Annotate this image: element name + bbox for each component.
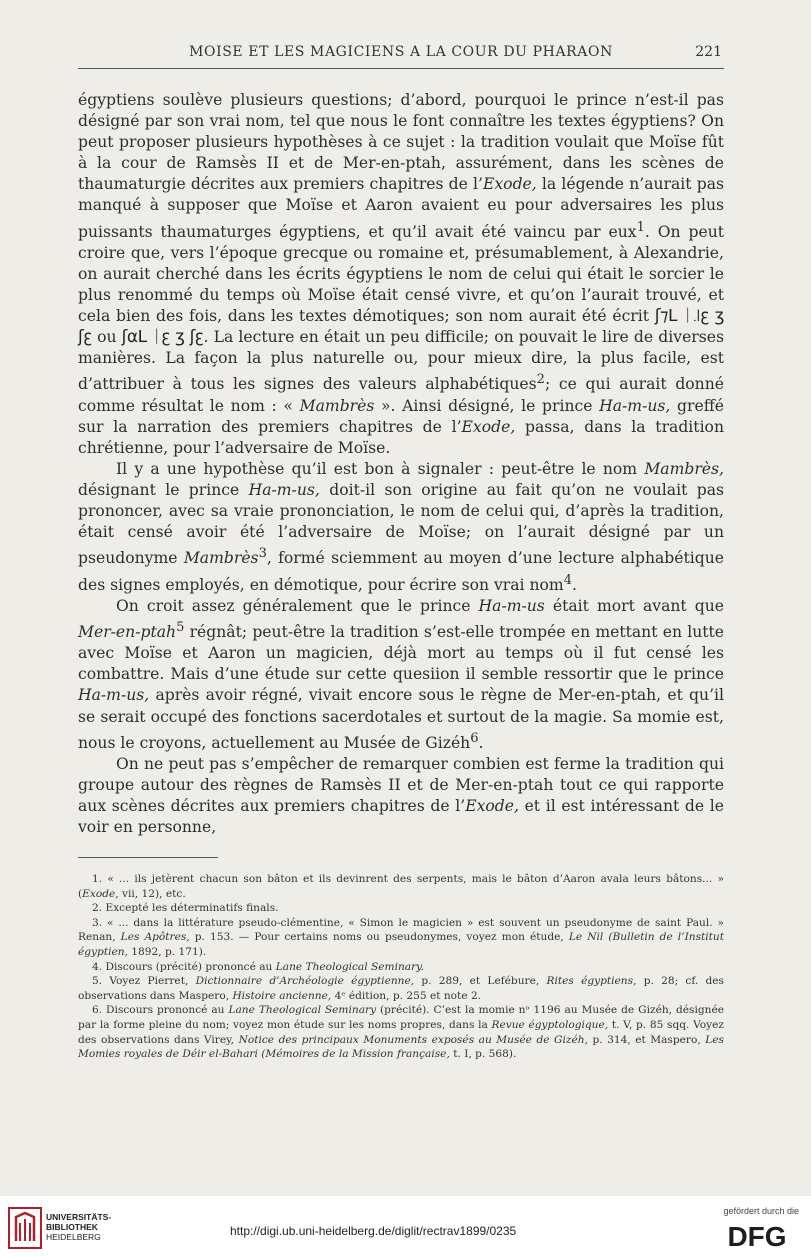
- university-library-logo-icon[interactable]: [8, 1207, 42, 1249]
- dfg-logo[interactable]: [715, 1220, 799, 1250]
- footnote-ref-2[interactable]: 2: [536, 372, 545, 388]
- footnotes: [78, 872, 724, 1062]
- library-name[interactable]: UNIVERSITÄTS- BIBLIOTHEK HEIDELBERG: [46, 1212, 112, 1242]
- dfg-logo-text: DFG: [727, 1221, 787, 1250]
- paragraph-4: On ne peut pas s’empêcher de remarquer combien est ferme la tradition qui groupe autour des règnes de Ramsès II et de Mer-en-ptah tout ce qui rapporte aux scènes décrites aux premiers chapitres de l’Exode, et il est intéressant de le voir en personne,: [78, 754, 725, 837]
- demotic-name-1: ʃ⁊ᒪ ᛁ꜌ꜫ ʒ ʃꜫ: [78, 306, 724, 348]
- paragraph-2: Il y a une hypothèse qu’il est bon à signaler : peut-être le nom Mambrès, désignant le prince Ha-m-us, doit-il son origine au fait qu’on ne voulait pas prononcer, avec sa vraie prononciation, le nom de celui qui, d’après la tradition, était censé avoir été l’adversaire de Moïse; on l’aurait désigné par un pseudonyme Mambrès$^3$, formé sciemment au moyen d’une lecture alphabétique des signes employés, en démotique, pour écrire son vrai nom$^4$.: [78, 459, 724, 594]
- footnote-ref-1[interactable]: 1: [636, 219, 645, 235]
- source-url-link[interactable]: http://digi.ub.uni-heidelberg.de/diglit/rectrav1899/0235: [230, 1224, 517, 1238]
- footnote-4: 4. Discours (précité) prononcé au Lane Theological Seminary.: [92, 960, 425, 973]
- page-number: 221: [695, 44, 722, 60]
- header-rule: [78, 68, 724, 69]
- footnote-1: 1. « ... ils jetèrent chacun son bâton et ils devinrent des serpents, mais le bâton d’Aaron avala leurs bâtons... » (Exode, vii, 12), etc.: [78, 873, 724, 900]
- footnote-ref-5[interactable]: 5: [176, 620, 185, 635]
- paragraph-1: égyptiens soulève plusieurs questions; d’abord, pourquoi le prince n’est-il pas désigné par son vrai nom, tel que nous le font connaître les textes égyptiens? On peut proposer plusieurs hypothèses à ce sujet : la tradition voulait que Moïse fût à la cour de Ramsès II et de Mer-en-ptah, assurément, dans les scènes de thaumaturgie décrites aux premiers chapitres de l’Exode, la légende n’aurait pas manqué à supposer que Moïse et Aaron avaient eu pour adversaires les plus puissants thaumaturges égyptiens, et qu’il avait été vaincu par eux$^1$. On peut croire que, vers l’époque grecque ou romaine et, présumablement, à Alexandrie, on aurait cherché dans les écrits égyptiens le nom de celui qui était le sorcier le plus renommé du temps où Moïse était censé vivre, et qu’on l’aurait trouvé, et cela bien des fois, dans les textes démotiques; son nom aurait été écrit ʃ⁊ᒪ ᛁ꜌ꜫ ʒ ʃꜫ ou ʃ⍺ᒪ ᛁꜫ ʒ ʃꜫ. La lecture en était un peu difficile; on pouvait le lire de diverses manières. La façon la plus naturelle ou, pour mieux dire, la plus facile, est d’attribuer à tous les signes des valeurs alphabétiques$^2$; ce qui aurait donné comme résultat le nom : « Mambrès ». Ainsi désigné, le prince Ha-m-us, greffé sur la narration des premiers chapitres de l’Exode, passa, dans la tradition chrétienne, pour l’adversaire de Moïse.: [78, 91, 725, 457]
- body-text: [78, 90, 724, 838]
- funder-note: gefördert durch die: [723, 1206, 799, 1216]
- footnote-2: 2. Excepté les déterminatifs finals.: [92, 902, 279, 915]
- footnote-ref-4[interactable]: 4: [563, 572, 572, 588]
- page-header: [78, 44, 724, 64]
- footnote-3: 3. « ... dans la littérature pseudo-clémentine, « Simon le magicien » est souvent un pseudonyme de saint Paul. » Renan, Les Apôtres, p. 153. — Pour certains noms ou pseudonymes, voyez mon étude, Le Nil (Bulletin de l’Institut égyptien, 1892, p. 171).: [78, 916, 724, 958]
- footnote-ref-3[interactable]: 3: [258, 546, 267, 562]
- running-title: MOISE ET LES MAGICIENS A LA COUR DU PHARAON: [189, 44, 613, 60]
- demotic-name-2: ʃ⍺ᒪ ᛁꜫ ʒ ʃꜫ: [121, 327, 204, 348]
- footnote-6: 6. Discours prononcé au Lane Theological Seminary (précité). C’est la momie nᵒ 1196 au Musée de Gizéh, désignée par la forme pleine du nom; voyez mon étude sur les noms propres, dans la Revue égyptologique, t. V, p. 85 sqq. Voyez des observations dans Virey, Notice des principaux Monuments exposés au Musée de Gizéh, p. 314, et Maspero, Les Momies royales de Déir el-Bahari (Mémoires de la Mission française, t. I, p. 568).: [78, 1004, 724, 1061]
- footnote-rule: [78, 857, 218, 858]
- footnote-ref-6[interactable]: 6: [470, 730, 479, 746]
- footnote-5: 5. Voyez Pierret, Dictionnaire d’Archéologie égyptienne, p. 289, et Lefébure, Rites égyptiens, p. 28; cf. des observations dans Maspero, Histoire ancienne, 4ᵉ édition, p. 255 et note 2.: [78, 975, 724, 1002]
- paragraph-3: On croit assez généralement que le prince Ha-m-us était mort avant que Mer-en-ptah$^5$ régnât; peut-être la tradition s’est-elle trompée en mettant en lutte avec Moïse et Aaron un magicien, déjà mort au temps où il fut censé les combattre. Mais d’une étude sur cette quesiion il semble ressortir que le prince Ha-m-us, après avoir régné, vivait encore sous le règne de Mer-en-ptah, et qu’il se serait occupé des fonctions sacerdotales et surtout de la magie. Sa momie est, nous le croyons, actuellement au Musée de Gizéh$^6$.: [78, 596, 724, 752]
